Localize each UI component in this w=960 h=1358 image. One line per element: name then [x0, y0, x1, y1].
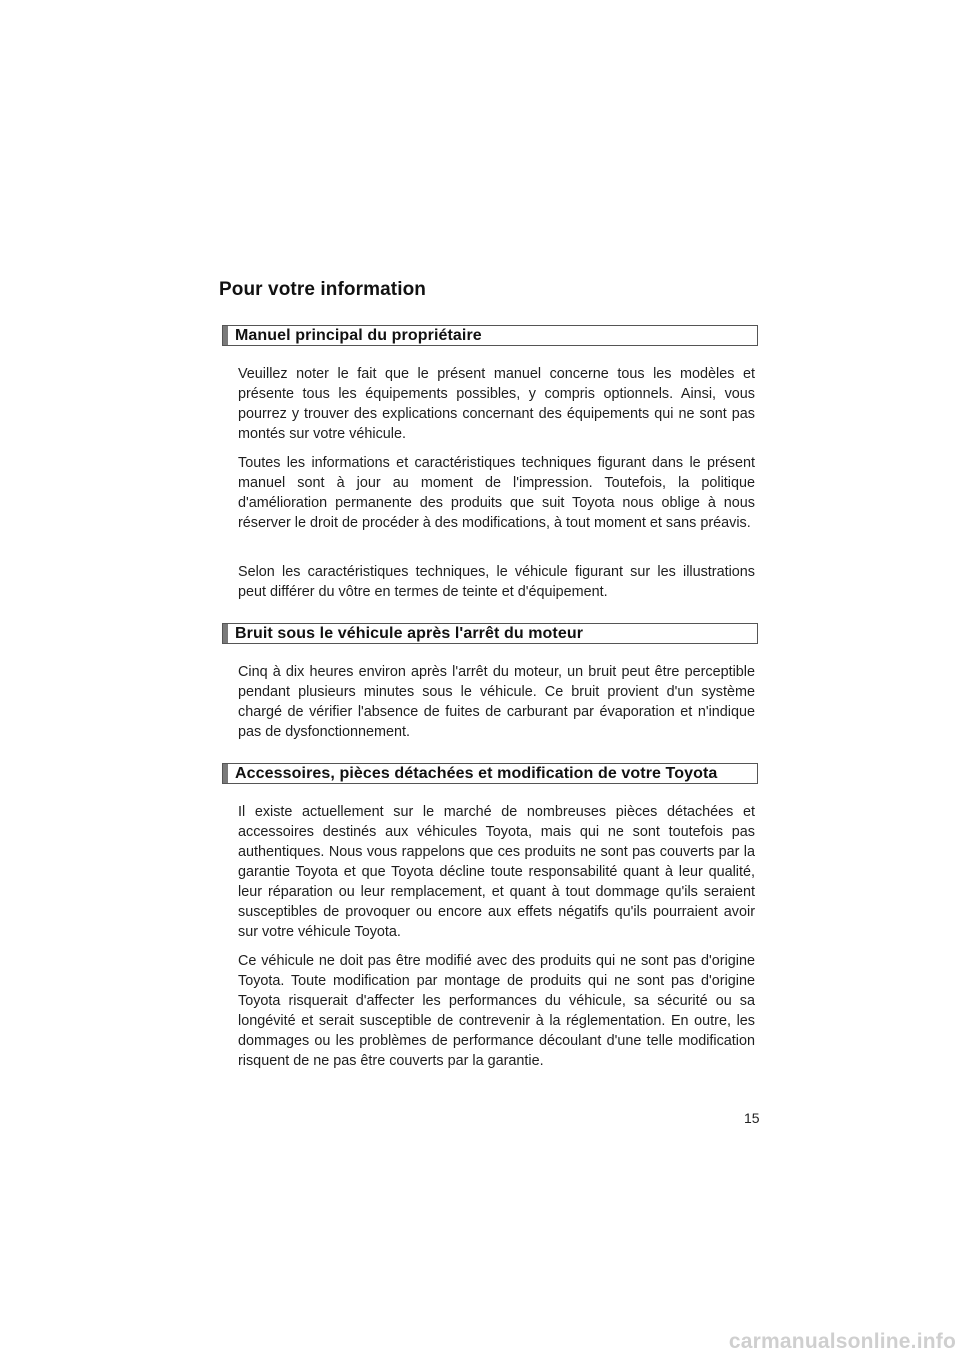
section-header-accessoires — [222, 763, 758, 784]
paragraph: Ce véhicule ne doit pas être modifié avec des produits qui ne sont pas d'origine Toyota. Toute modification par montage de produits qui ne sont pas d'origine Toyota risquerait d'affecter les performances du véhicule, sa sécurité ou sa longévité et serait susceptible de contrevenir à la réglementation. En outre, les dommages ou les problèmes de performance découlant d'une telle modification risquent de ne pas être couverts par la garantie. — [238, 953, 755, 1069]
watermark-logo: carmanualsonline.info — [728, 1330, 956, 1353]
section-heading: Bruit sous le véhicule après l'arrêt du moteur — [235, 624, 584, 642]
paragraph: Toutes les informations et caractéristiques techniques figurant dans le présent manuel sont à jour au moment de l'impression. Toutefois, la politique d'amélioration permanente des produits que suit Toyota nous oblige à nous réserver le droit de procéder à des modifications, à tout moment et sans préavis. — [238, 455, 755, 531]
page-title: Pour votre information — [219, 279, 426, 300]
section-heading: Accessoires, pièces détachées et modification de votre Toyota — [235, 764, 718, 782]
section-heading: Manuel principal du propriétaire — [235, 326, 482, 344]
section-header-bruit — [222, 623, 758, 644]
page-number: 15 — [744, 1110, 760, 1126]
paragraph: Veuillez noter le fait que le présent manuel concerne tous les modèles et présente tous les équipements possibles, y compris optionnels. Ainsi, vous pourrez y trouver des explications concernant des équipements qui ne sont pas montés sur votre véhicule. — [238, 366, 755, 442]
paragraph: Selon les caractéristiques techniques, le véhicule figurant sur les illustrations peut différer du vôtre en termes de teinte et d'équipement. — [238, 564, 755, 600]
paragraph: Il existe actuellement sur le marché de nombreuses pièces détachées et accessoires destinés aux véhicules Toyota, mais qui ne sont toutefois pas authentiques. Nous vous rappelons que ces produits ne sont pas couverts par la garantie Toyota et que Toyota décline toute responsabilité quant à leur qualité, leur réparation ou leur remplacement, et quant à tout dommage qu'ils seraient susceptibles de provoquer ou encore aux effets négatifs qu'ils pourraient avoir sur votre véhicule Toyota. — [238, 804, 755, 940]
section-header-manuel — [222, 325, 758, 346]
paragraph: Cinq à dix heures environ après l'arrêt du moteur, un bruit peut être perceptible pendant plusieurs minutes sous le véhicule. Ce bruit provient d'un système chargé de vérifier l'absence de fuites de carburant par évaporation et n'indique pas de dysfonctionnement. — [238, 664, 755, 740]
